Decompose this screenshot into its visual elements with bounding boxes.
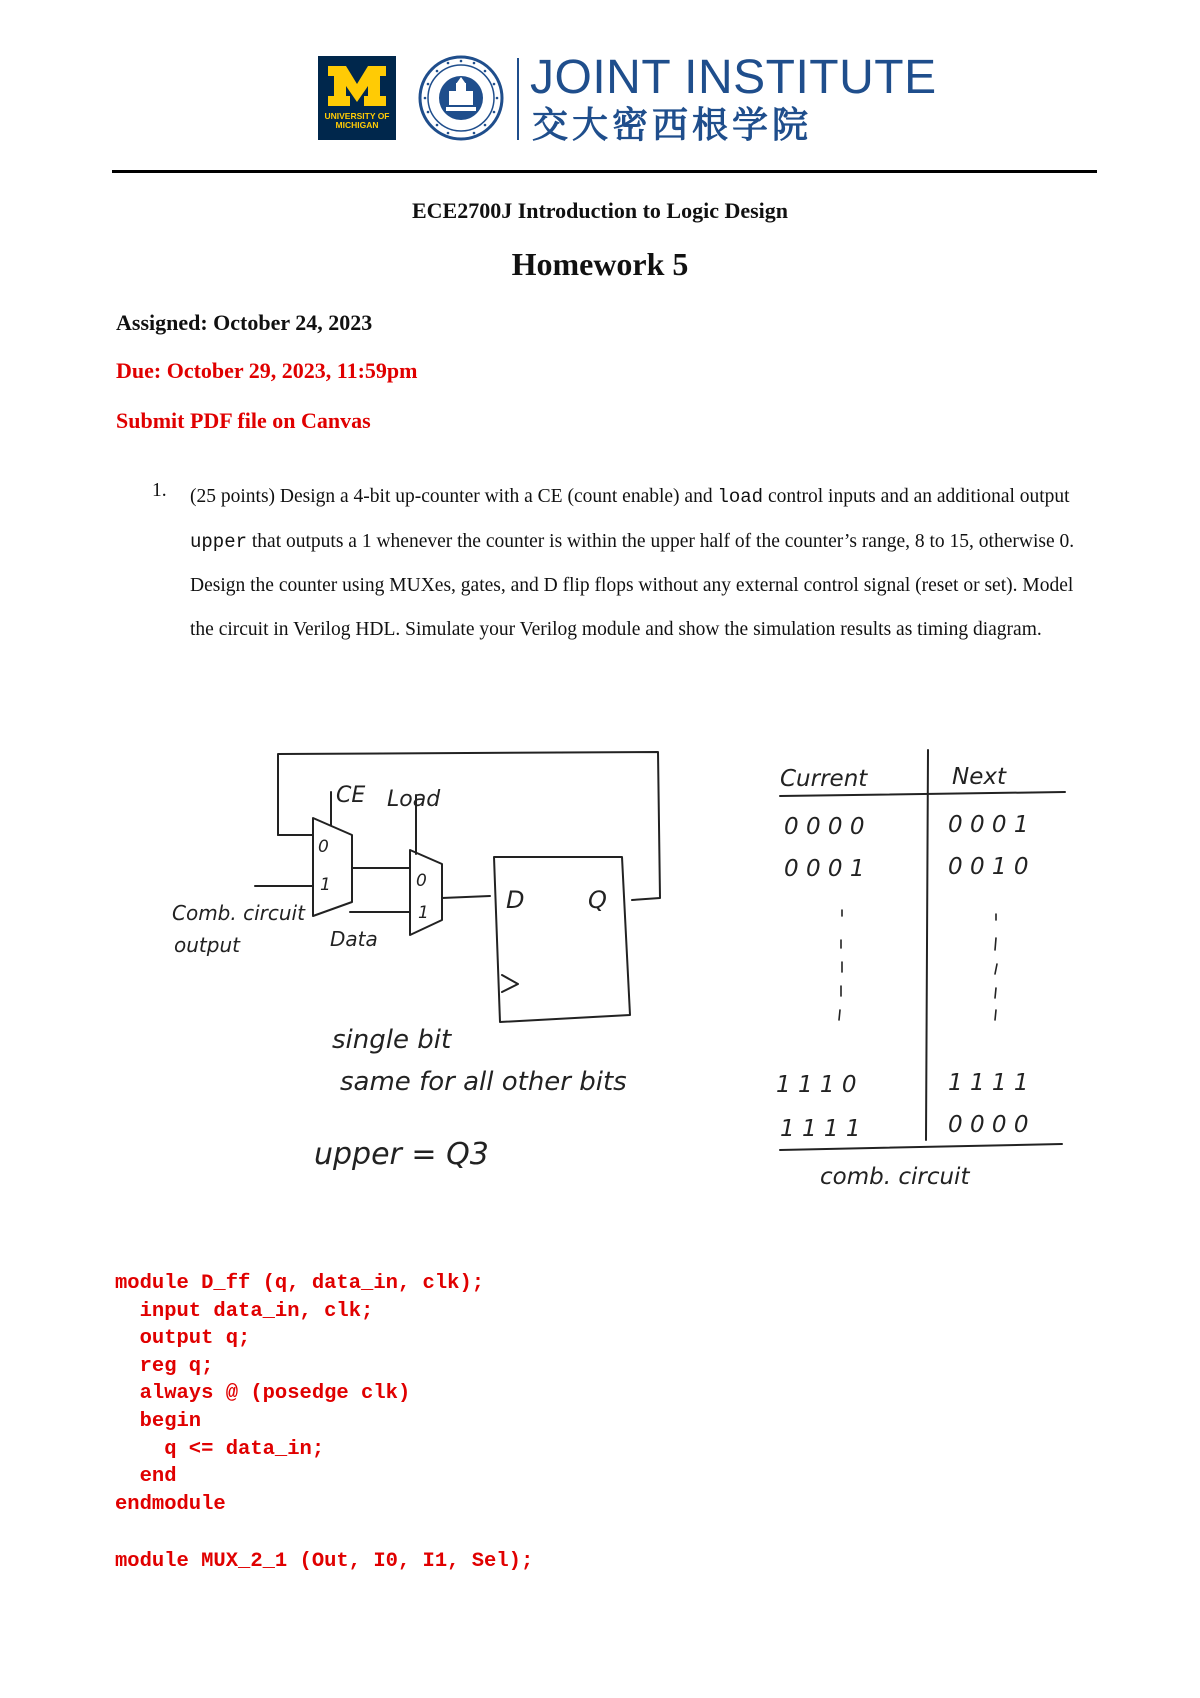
assigned-date: Assigned: October 24, 2023 — [116, 310, 373, 335]
code-upper: upper — [190, 530, 248, 553]
ce-mux-shape — [313, 818, 352, 916]
feedback-wire — [278, 752, 660, 900]
table-bottom-rule — [780, 1144, 1062, 1150]
table-row-current: 0 0 0 0 — [784, 814, 865, 840]
comb-output-label: output — [174, 933, 240, 957]
joint-institute-chinese-title: 交大密西根学院 — [532, 105, 813, 146]
um-logo-text: UNIVERSITY OF MICHIGAN — [324, 111, 390, 130]
table-header-rule — [780, 792, 1065, 796]
mux1-in1-label: 1 — [320, 875, 331, 895]
ce-label: CE — [336, 783, 366, 808]
mux2-in0-label: 0 — [416, 871, 427, 891]
table-row-next: 0 0 0 0 — [948, 1112, 1029, 1138]
university-of-michigan-logo — [318, 56, 396, 140]
handdrawn-counter-diagram — [170, 740, 1070, 1210]
question-text-part1: (25 points) Design a 4-bit up-counter with a CE (count enable) and — [190, 486, 718, 507]
ff-d-label: D — [506, 886, 525, 914]
table-row-next: 1 1 1 1 — [948, 1070, 1029, 1096]
table-row-current: 0 0 0 1 — [784, 856, 865, 882]
comb-circuit-label: Comb. circuit — [172, 901, 305, 925]
question-text-part2: control inputs and an additional output — [763, 486, 1070, 507]
table-ellipsis-marks — [839, 910, 997, 1020]
table-row-current: 1 1 1 1 — [780, 1116, 861, 1142]
joint-institute-title: JOINT INSTITUTE — [530, 51, 937, 104]
data-label: Data — [330, 927, 378, 951]
table-footer-comb-circuit: comb. circuit — [820, 1164, 970, 1190]
upper-equation: upper = Q3 — [314, 1137, 489, 1172]
load-label: Load — [387, 787, 441, 812]
table-divider — [926, 750, 928, 1140]
course-title: ECE2700J Introduction to Logic Design — [411, 198, 789, 223]
question-text-part3: that outputs a 1 whenever the counter is within the upper half of the counter’s range, 8 to 15, otherwise 0. Design the counter using MUXes, gates, and D flip flops without any external control signal (reset or set). Model the circuit in Verilog HDL. Simulate your Verilog module and show the simulation results as timing diagram. — [190, 530, 1075, 640]
due-date: Due: October 29, 2023, 11:59pm — [116, 358, 418, 383]
note-single-bit: single bit — [332, 1025, 452, 1055]
homework-title: Homework 5 — [511, 246, 689, 282]
sjtu-seal-icon — [418, 55, 504, 141]
table-header-next: Next — [952, 764, 1006, 790]
d-flip-flop-box — [494, 857, 630, 1022]
note-same-for-all-bits: same for all other bits — [340, 1067, 627, 1097]
mux2-in1-label: 1 — [418, 903, 429, 923]
clock-triangle-icon — [502, 975, 518, 992]
submit-instructions: Submit PDF file on Canvas — [116, 408, 371, 433]
mux1-in0-label: 0 — [318, 837, 329, 857]
block-m-icon — [324, 62, 390, 110]
question-number: 1. — [152, 480, 167, 501]
question-text — [190, 475, 1095, 651]
table-row-next: 0 0 1 0 — [948, 854, 1029, 880]
code-load: load — [717, 486, 764, 508]
logo-divider — [517, 58, 519, 140]
ff-q-label: Q — [588, 886, 607, 914]
mux2-to-ff-wire — [442, 896, 490, 898]
table-header-current: Current — [780, 766, 868, 792]
verilog-mux-module: module MUX_2_1 (Out, I0, I1, Sel); — [115, 1550, 534, 1573]
verilog-dff-module: module D_ff (q, data_in, clk); input data_in, clk; output q; reg q; always @ (posedge clk) begin q <= data_in; end endmodule — [115, 1272, 485, 1516]
header-rule — [112, 170, 1097, 173]
table-row-current: 1 1 1 0 — [776, 1072, 857, 1098]
table-row-next: 0 0 0 1 — [948, 812, 1029, 838]
